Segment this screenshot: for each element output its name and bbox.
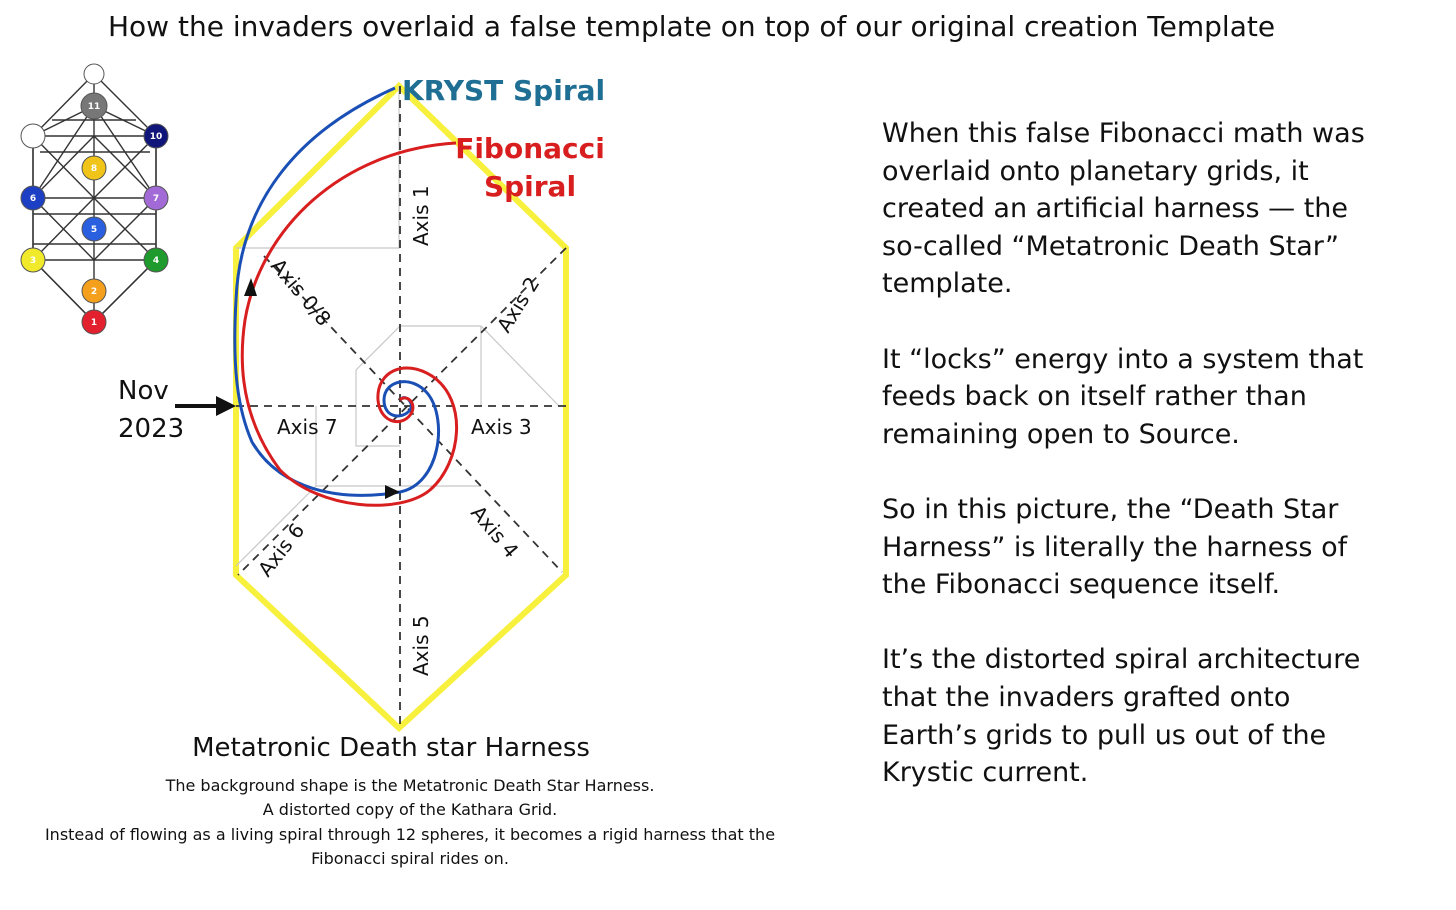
explanation-paragraph: It’s the distorted spiral architecture that the invaders grafted onto Earth’s grids to pull us out of the Krystic current.: [882, 644, 1361, 789]
explanation-paragraph: So in this picture, the “Death Star Harness” is literally the harness of the Fibonacci sequence itself.: [882, 493, 1348, 601]
sphere-number: 12: [87, 70, 101, 80]
sphere-number: 2: [90, 287, 98, 297]
axis-5-label: Axis 5: [409, 615, 433, 676]
axis-0-8-label: Axis 0/8: [266, 253, 337, 331]
direction-arrow-left: [385, 485, 400, 499]
sphere-number: 7: [152, 194, 160, 204]
axis-2-label: Axis 2: [491, 272, 545, 337]
caption-line: Fibonacci spiral rides on.: [311, 848, 509, 868]
page-title: How the invaders overlaid a false template on top of our original creation Template: [108, 10, 1276, 43]
axis-7-label: Axis 7: [277, 415, 338, 439]
axis-4-label: Axis 4: [466, 500, 524, 563]
axis-6-label: Axis 6: [253, 518, 310, 582]
axis-3-label: Axis 3: [471, 415, 532, 439]
sphere-number: 10: [149, 132, 163, 142]
explanation-paragraph: When this false Fibonacci math was overlaid onto planetary grids, it created an artificial harness — the so-called “Metatronic Death Star” template.: [882, 118, 1365, 300]
sphere-number: 4: [152, 256, 160, 266]
caption-title: Metatronic Death star Harness: [192, 733, 590, 763]
sphere-number: 11: [87, 102, 101, 112]
explanation-paragraph: It “locks” energy into a system that feeds back on itself rather than remaining open to Source.: [882, 343, 1364, 450]
caption-line: Instead of flowing as a living spiral through 12 spheres, it becomes a rigid harness that the: [44, 824, 776, 844]
sphere-number: 3: [29, 256, 37, 266]
marker-year: 2023: [118, 414, 185, 444]
kryst-spiral-label: KRYST Spiral: [402, 74, 606, 107]
caption-line: The background shape is the Metatronic Death Star Harness.: [165, 776, 655, 795]
fibonacci-spiral-label-line2: Spiral: [483, 170, 577, 203]
caption-text: [0, 774, 820, 871]
sphere-number: 9: [29, 132, 37, 142]
caption-line: A distorted copy of the Kathara Grid.: [262, 800, 558, 820]
sphere-number: 6: [29, 194, 37, 204]
axis-1-label: Axis 1: [409, 185, 433, 246]
sphere-number: 5: [90, 225, 98, 235]
fibonacci-spiral-label-line1: Fibonacci: [455, 132, 605, 165]
kathara-grid: [21, 64, 168, 334]
nov-2023-marker: [118, 372, 184, 448]
marker-month: Nov: [118, 376, 169, 406]
sphere-number: 1: [90, 318, 98, 328]
sphere-number: 8: [90, 164, 98, 174]
explanation-text: [882, 115, 1442, 829]
